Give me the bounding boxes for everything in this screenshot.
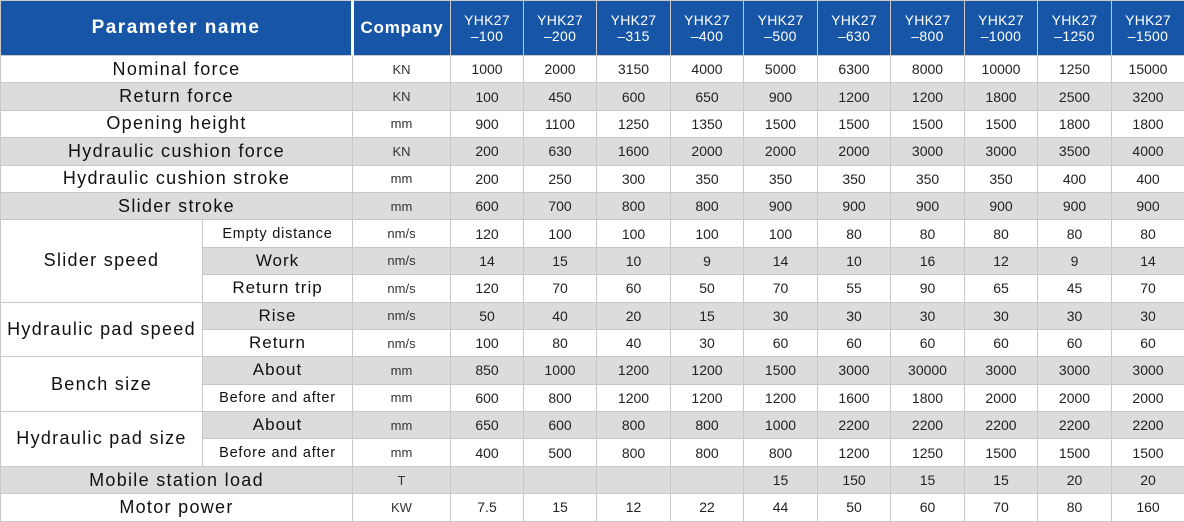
table-row — [1, 192, 1184, 219]
value-cell: 2200 — [965, 412, 1038, 439]
table-row — [1, 412, 1184, 439]
value-cell: 120 — [451, 220, 524, 247]
row-sub-label: About — [203, 412, 353, 439]
value-cell: 15 — [524, 494, 597, 521]
row-sub-label: Return trip — [203, 275, 353, 302]
row-unit: KN — [353, 138, 451, 165]
value-cell: 100 — [524, 220, 597, 247]
value-cell: 350 — [891, 165, 965, 192]
header-model-8 — [1038, 1, 1112, 56]
value-cell: 9 — [1038, 247, 1112, 274]
model-series: YHK27 — [965, 12, 1037, 28]
value-cell: 1250 — [597, 110, 671, 137]
value-cell — [671, 466, 744, 493]
value-cell: 12 — [965, 247, 1038, 274]
value-cell: 1800 — [965, 83, 1038, 110]
value-cell: 60 — [1112, 329, 1184, 356]
model-number: –1000 — [965, 28, 1037, 44]
value-cell: 100 — [671, 220, 744, 247]
value-cell: 1350 — [671, 110, 744, 137]
value-cell: 1250 — [1038, 56, 1112, 83]
value-cell: 9 — [671, 247, 744, 274]
value-cell: 350 — [818, 165, 891, 192]
value-cell: 80 — [891, 220, 965, 247]
value-cell: 80 — [1112, 220, 1184, 247]
model-series: YHK27 — [1038, 12, 1111, 28]
value-cell: 900 — [965, 192, 1038, 219]
value-cell: 1500 — [744, 110, 818, 137]
value-cell: 400 — [1038, 165, 1112, 192]
model-number: –100 — [451, 28, 523, 44]
table-row — [1, 494, 1184, 521]
row-unit: nm/s — [353, 247, 451, 274]
value-cell: 900 — [451, 110, 524, 137]
value-cell — [451, 466, 524, 493]
value-cell: 100 — [451, 83, 524, 110]
row-unit: KN — [353, 56, 451, 83]
value-cell: 15000 — [1112, 56, 1184, 83]
value-cell: 15 — [891, 466, 965, 493]
value-cell: 12 — [597, 494, 671, 521]
row-sub-label: Before and after — [203, 384, 353, 411]
table-row — [1, 466, 1184, 493]
value-cell: 1200 — [597, 357, 671, 384]
model-number: –630 — [818, 28, 890, 44]
value-cell: 1800 — [1112, 110, 1184, 137]
value-cell: 2000 — [1112, 384, 1184, 411]
value-cell: 60 — [744, 329, 818, 356]
row-unit: nm/s — [353, 302, 451, 329]
value-cell: 2200 — [1038, 412, 1112, 439]
header-model-5 — [818, 1, 891, 56]
header-model-7 — [965, 1, 1038, 56]
value-cell: 700 — [524, 192, 597, 219]
value-cell: 150 — [818, 466, 891, 493]
table-row — [1, 138, 1184, 165]
value-cell: 3000 — [818, 357, 891, 384]
row-unit: KW — [353, 494, 451, 521]
value-cell: 6300 — [818, 56, 891, 83]
header-model-3 — [671, 1, 744, 56]
row-unit: T — [353, 466, 451, 493]
value-cell: 10 — [818, 247, 891, 274]
value-cell: 3200 — [1112, 83, 1184, 110]
model-series: YHK27 — [744, 12, 817, 28]
value-cell: 600 — [451, 384, 524, 411]
header-parameter-name: Parameter name — [1, 1, 353, 56]
value-cell: 80 — [1038, 494, 1112, 521]
row-unit: mm — [353, 110, 451, 137]
value-cell: 160 — [1112, 494, 1184, 521]
value-cell: 900 — [818, 192, 891, 219]
row-unit: nm/s — [353, 329, 451, 356]
value-cell: 2000 — [671, 138, 744, 165]
value-cell: 900 — [1112, 192, 1184, 219]
value-cell: 22 — [671, 494, 744, 521]
value-cell: 1100 — [524, 110, 597, 137]
value-cell: 3150 — [597, 56, 671, 83]
header-model-9 — [1112, 1, 1184, 56]
value-cell: 14 — [451, 247, 524, 274]
value-cell: 4000 — [671, 56, 744, 83]
value-cell: 1000 — [451, 56, 524, 83]
row-unit: mm — [353, 357, 451, 384]
value-cell: 600 — [451, 192, 524, 219]
value-cell: 2000 — [744, 138, 818, 165]
value-cell: 1500 — [1038, 439, 1112, 466]
header-model-0 — [451, 1, 524, 56]
table-header — [1, 1, 1184, 56]
value-cell: 1200 — [818, 439, 891, 466]
value-cell: 2000 — [965, 384, 1038, 411]
value-cell — [597, 466, 671, 493]
table-row — [1, 302, 1184, 329]
value-cell: 120 — [451, 275, 524, 302]
value-cell: 60 — [891, 329, 965, 356]
value-cell: 800 — [744, 439, 818, 466]
value-cell: 250 — [524, 165, 597, 192]
value-cell: 30000 — [891, 357, 965, 384]
value-cell: 1500 — [965, 110, 1038, 137]
row-unit: KN — [353, 83, 451, 110]
value-cell: 80 — [965, 220, 1038, 247]
header-model-6 — [891, 1, 965, 56]
value-cell: 10 — [597, 247, 671, 274]
value-cell: 90 — [891, 275, 965, 302]
row-label: Nominal force — [1, 56, 353, 83]
value-cell: 50 — [451, 302, 524, 329]
value-cell: 30 — [671, 329, 744, 356]
table-row — [1, 110, 1184, 137]
value-cell: 30 — [1038, 302, 1112, 329]
value-cell: 2200 — [1112, 412, 1184, 439]
model-number: –200 — [524, 28, 596, 44]
value-cell: 900 — [744, 192, 818, 219]
value-cell: 2000 — [524, 56, 597, 83]
row-sub-label: Return — [203, 329, 353, 356]
value-cell: 600 — [597, 83, 671, 110]
value-cell: 1000 — [744, 412, 818, 439]
row-group-label: Hydraulic pad size — [1, 412, 203, 467]
value-cell: 30 — [891, 302, 965, 329]
row-label: Hydraulic cushion stroke — [1, 165, 353, 192]
value-cell: 650 — [671, 83, 744, 110]
value-cell: 55 — [818, 275, 891, 302]
value-cell: 60 — [965, 329, 1038, 356]
value-cell: 3500 — [1038, 138, 1112, 165]
value-cell: 65 — [965, 275, 1038, 302]
value-cell: 400 — [451, 439, 524, 466]
value-cell: 30 — [1112, 302, 1184, 329]
value-cell: 70 — [744, 275, 818, 302]
value-cell: 15 — [524, 247, 597, 274]
row-sub-label: Rise — [203, 302, 353, 329]
value-cell: 80 — [818, 220, 891, 247]
table-row — [1, 83, 1184, 110]
value-cell: 100 — [451, 329, 524, 356]
model-number: –1500 — [1112, 28, 1184, 44]
value-cell: 800 — [671, 412, 744, 439]
value-cell: 1200 — [671, 384, 744, 411]
table-row — [1, 56, 1184, 83]
model-number: –1250 — [1038, 28, 1111, 44]
value-cell: 5000 — [744, 56, 818, 83]
value-cell: 800 — [524, 384, 597, 411]
value-cell — [524, 466, 597, 493]
row-label: Slider stroke — [1, 192, 353, 219]
value-cell: 50 — [818, 494, 891, 521]
row-sub-label: Before and after — [203, 439, 353, 466]
value-cell: 7.5 — [451, 494, 524, 521]
value-cell: 2000 — [818, 138, 891, 165]
value-cell: 3000 — [965, 357, 1038, 384]
value-cell: 20 — [597, 302, 671, 329]
value-cell: 60 — [818, 329, 891, 356]
value-cell: 900 — [744, 83, 818, 110]
value-cell: 350 — [744, 165, 818, 192]
value-cell: 630 — [524, 138, 597, 165]
value-cell: 44 — [744, 494, 818, 521]
value-cell: 1500 — [818, 110, 891, 137]
value-cell: 1200 — [744, 384, 818, 411]
value-cell: 70 — [965, 494, 1038, 521]
row-label: Opening height — [1, 110, 353, 137]
value-cell: 1500 — [744, 357, 818, 384]
value-cell: 1200 — [818, 83, 891, 110]
value-cell: 900 — [1038, 192, 1112, 219]
model-series: YHK27 — [671, 12, 743, 28]
row-label: Motor power — [1, 494, 353, 521]
model-number: –400 — [671, 28, 743, 44]
header-model-2 — [597, 1, 671, 56]
row-unit: nm/s — [353, 220, 451, 247]
row-sub-label: Empty distance — [203, 220, 353, 247]
row-label: Mobile station load — [1, 466, 353, 493]
header-model-1 — [524, 1, 597, 56]
row-sub-label: Work — [203, 247, 353, 274]
header-company: Company — [353, 1, 451, 56]
value-cell: 70 — [524, 275, 597, 302]
value-cell: 900 — [891, 192, 965, 219]
model-series: YHK27 — [891, 12, 964, 28]
value-cell: 1600 — [597, 138, 671, 165]
table-row — [1, 357, 1184, 384]
value-cell: 40 — [597, 329, 671, 356]
value-cell: 4000 — [1112, 138, 1184, 165]
value-cell: 80 — [1038, 220, 1112, 247]
value-cell: 45 — [1038, 275, 1112, 302]
row-unit: nm/s — [353, 275, 451, 302]
value-cell: 30 — [744, 302, 818, 329]
value-cell: 40 — [524, 302, 597, 329]
value-cell: 3000 — [891, 138, 965, 165]
value-cell: 800 — [671, 439, 744, 466]
value-cell: 800 — [597, 439, 671, 466]
value-cell: 80 — [524, 329, 597, 356]
value-cell: 1500 — [891, 110, 965, 137]
header-model-4 — [744, 1, 818, 56]
value-cell: 50 — [671, 275, 744, 302]
value-cell: 500 — [524, 439, 597, 466]
value-cell: 14 — [1112, 247, 1184, 274]
model-series: YHK27 — [1112, 12, 1184, 28]
value-cell: 400 — [1112, 165, 1184, 192]
value-cell: 350 — [671, 165, 744, 192]
value-cell: 15 — [671, 302, 744, 329]
value-cell: 650 — [451, 412, 524, 439]
value-cell: 16 — [891, 247, 965, 274]
row-group-label: Hydraulic pad speed — [1, 302, 203, 357]
value-cell: 60 — [891, 494, 965, 521]
row-unit: mm — [353, 165, 451, 192]
value-cell: 3000 — [965, 138, 1038, 165]
value-cell: 2200 — [818, 412, 891, 439]
value-cell: 450 — [524, 83, 597, 110]
value-cell: 15 — [965, 466, 1038, 493]
value-cell: 1000 — [524, 357, 597, 384]
model-number: –315 — [597, 28, 670, 44]
value-cell: 15 — [744, 466, 818, 493]
value-cell: 8000 — [891, 56, 965, 83]
table-row — [1, 165, 1184, 192]
row-unit: mm — [353, 412, 451, 439]
value-cell: 200 — [451, 165, 524, 192]
value-cell: 60 — [597, 275, 671, 302]
value-cell: 300 — [597, 165, 671, 192]
value-cell: 3000 — [1038, 357, 1112, 384]
value-cell: 800 — [671, 192, 744, 219]
value-cell: 100 — [597, 220, 671, 247]
row-label: Hydraulic cushion force — [1, 138, 353, 165]
value-cell: 850 — [451, 357, 524, 384]
model-number: –500 — [744, 28, 817, 44]
value-cell: 2000 — [1038, 384, 1112, 411]
model-series: YHK27 — [451, 12, 523, 28]
value-cell: 1200 — [891, 83, 965, 110]
value-cell: 2200 — [891, 412, 965, 439]
value-cell: 1800 — [1038, 110, 1112, 137]
row-group-label: Slider speed — [1, 220, 203, 302]
value-cell: 600 — [524, 412, 597, 439]
value-cell: 1800 — [891, 384, 965, 411]
value-cell: 1500 — [965, 439, 1038, 466]
row-group-label: Bench size — [1, 357, 203, 412]
value-cell: 10000 — [965, 56, 1038, 83]
table-row — [1, 220, 1184, 247]
model-number: –800 — [891, 28, 964, 44]
model-series: YHK27 — [524, 12, 596, 28]
value-cell: 2500 — [1038, 83, 1112, 110]
row-sub-label: About — [203, 357, 353, 384]
value-cell: 3000 — [1112, 357, 1184, 384]
value-cell: 70 — [1112, 275, 1184, 302]
row-unit: mm — [353, 192, 451, 219]
value-cell: 60 — [1038, 329, 1112, 356]
value-cell: 1200 — [671, 357, 744, 384]
table-body — [1, 56, 1184, 522]
model-series: YHK27 — [818, 12, 890, 28]
value-cell: 800 — [597, 412, 671, 439]
value-cell: 350 — [965, 165, 1038, 192]
value-cell: 1250 — [891, 439, 965, 466]
value-cell: 1500 — [1112, 439, 1184, 466]
value-cell: 800 — [597, 192, 671, 219]
value-cell: 20 — [1112, 466, 1184, 493]
model-series: YHK27 — [597, 12, 670, 28]
row-unit: mm — [353, 384, 451, 411]
value-cell: 1600 — [818, 384, 891, 411]
value-cell: 14 — [744, 247, 818, 274]
value-cell: 100 — [744, 220, 818, 247]
value-cell: 200 — [451, 138, 524, 165]
value-cell: 20 — [1038, 466, 1112, 493]
row-unit: mm — [353, 439, 451, 466]
value-cell: 1200 — [597, 384, 671, 411]
value-cell: 30 — [965, 302, 1038, 329]
value-cell: 30 — [818, 302, 891, 329]
row-label: Return force — [1, 83, 353, 110]
